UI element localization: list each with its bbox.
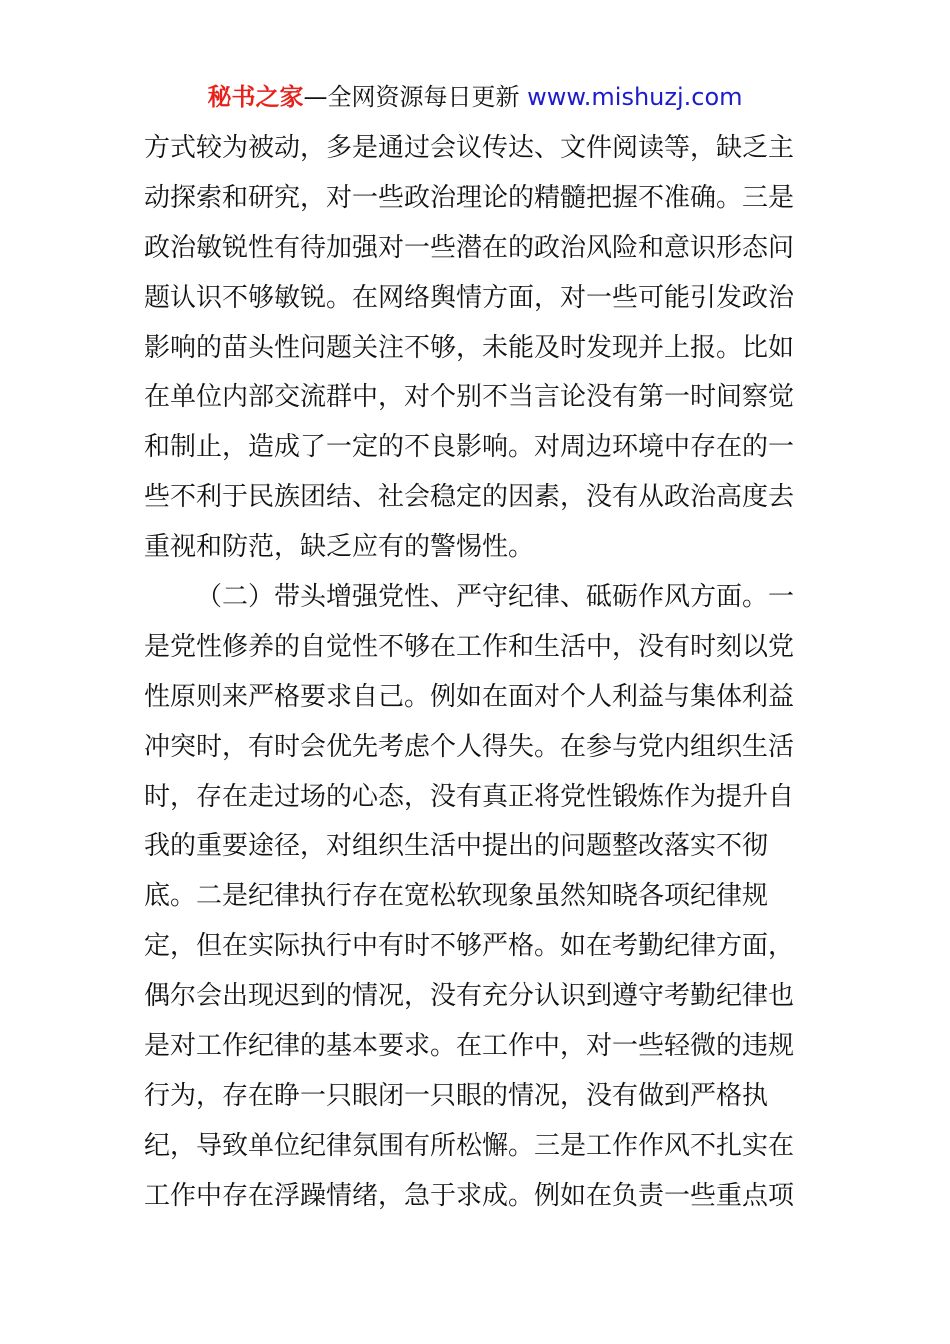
site-header [0,80,950,114]
text-line: 是党性修养的自觉性不够在工作和生活中，没有时刻以党 [144,631,795,662]
text-line: 是对工作纪律的基本要求。在工作中，对一些轻微的违规 [144,1031,795,1062]
text-line: 和制止，造成了一定的不良影响。对周边环境中存在的一 [144,432,795,463]
text-line: 重视和防范，缺乏应有的警惕性。 [144,532,535,563]
text-line: 行为，存在睁一只眼闭一只眼的情况，没有做到严格执 [144,1080,769,1111]
text-line: 时，存在走过场的心态，没有真正将党性锻炼作为提升自 [144,781,795,812]
text-line: 定，但在实际执行中有时不够严格。如在考勤纪律方面， [144,931,795,962]
document-body [144,124,808,1222]
text-line: 偶尔会出现迟到的情况，没有充分认识到遵守考勤纪律也 [144,981,795,1012]
text-line: 我的重要途径，对组织生活中提出的问题整改落实不彻 [144,831,769,862]
text-line: 工作中存在浮躁情绪，急于求成。例如在负责一些重点项 [144,1180,795,1211]
header-tagline: —全网资源每日更新 [303,83,520,111]
section-heading-line: （二）带头增强党性、严守纪律、砥砺作风方面。一 [196,582,795,613]
text-line: 方式较为被动，多是通过会议传达、文件阅读等，缺乏主 [144,133,795,163]
text-line: 政治敏锐性有待加强对一些潜在的政治风险和意识形态问 [144,232,795,263]
text-line: 动探索和研究，对一些政治理论的精髓把握不准确。三是 [144,182,795,213]
text-line: 在单位内部交流群中，对个别不当言论没有第一时间察觉 [144,382,795,413]
site-url-link[interactable]: www.mishuzj.com [527,83,743,111]
text-line: 纪，导致单位纪律氛围有所松懈。三是工作作风不扎实在 [144,1130,795,1161]
text-line: 些不利于民族团结、社会稳定的因素，没有从政治高度去 [144,482,795,513]
brand-name: 秘书之家 [207,83,304,111]
text-line: 题认识不够敏锐。在网络舆情方面，对一些可能引发政治 [144,282,795,313]
text-line: 冲突时，有时会优先考虑个人得失。在参与党内组织生活 [144,731,795,762]
text-line: 底。二是纪律执行存在宽松软现象虽然知晓各项纪律规 [144,881,769,912]
text-line: 影响的苗头性问题关注不够，未能及时发现并上报。比如 [144,332,795,363]
text-line: 性原则来严格要求自己。例如在面对个人利益与集体利益 [144,681,795,712]
